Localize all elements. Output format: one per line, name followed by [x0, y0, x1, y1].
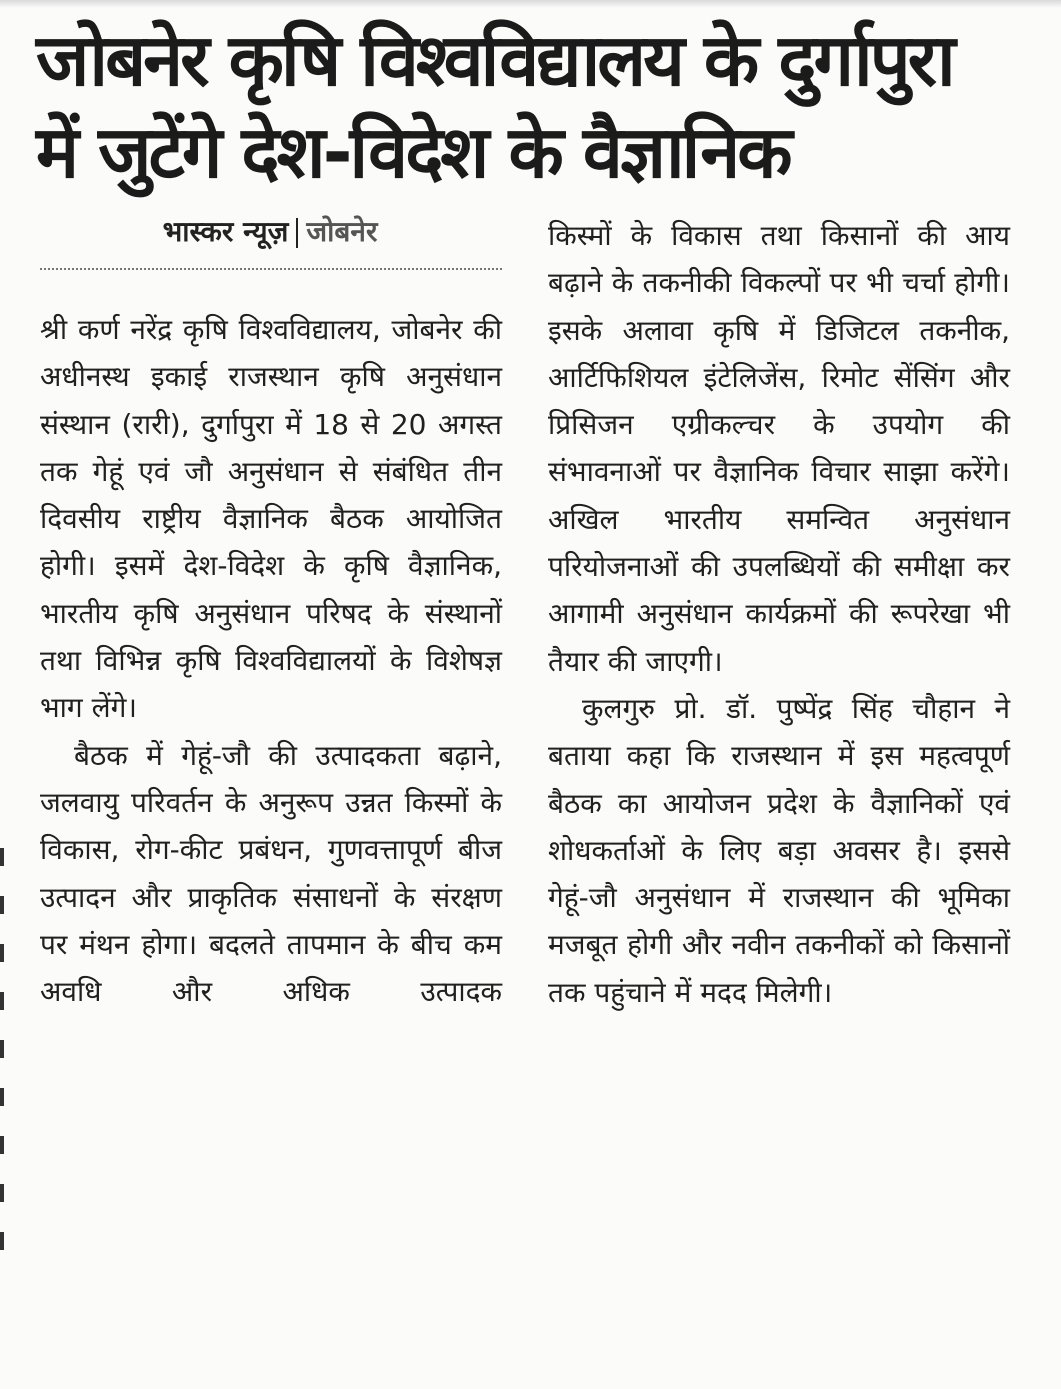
byline-divider — [40, 268, 502, 270]
clipping-top-edge — [0, 0, 1061, 8]
paragraph-left-1: श्री कर्ण नरेंद्र कृषि विश्वविद्यालय, जोबनेर की अधीनस्थ इकाई राजस्थान कृषि अनुसंधान संस्थान (रारी), दुर्गापुरा में 18 से 20 अगस्त तक गेहूं एवं जौ अनुसंधान से संबंधित तीन दिवसीय राष्ट्रीय वैज्ञानिक बैठक आयोजित होगी। इसमें देश-विदेश के कृषि वैज्ञानिक, भारतीय कृषि अनुसंधान परिषद के संस्थानों तथा विभिन्न कृषि विश्वविद्यालयों के विशेषज्ञ भाग लेंगे। — [40, 313, 502, 725]
headline-line-1: जोबनेर कृषि विश्वविद्यालय के दुर्गापुरा — [36, 18, 953, 102]
paragraph-right-1: किस्मों के विकास तथा किसानों की आय बढ़ाने के तकनीकी विकल्पों पर भी चर्चा होगी। इसके अलावा कृषि में डिजिटल तकनीक, आर्टिफिशियल इंटेलिजेंस, रिमोट सेंसिंग और प्रिसिजन एग्रीकल्चर के उपयोग की संभावनाओं पर वैज्ञानिक विचार साझा करेंगे। अखिल भारतीय समन्वित अनुसंधान परियोजनाओं की उपलब्धियों की समीक्षा कर आगामी अनुसंधान कार्यक्रमों की रूपरेखा भी तैयार की जाएगी। — [548, 219, 1010, 678]
paragraph-right-2: कुलगुरु प्रो. डॉ. पुष्पेंद्र सिंह चौहान ने बताया कहा कि राजस्थान में इस महत्वपूर्ण बैठक का आयोजन प्रदेश के वैज्ञानिकों एवं शोधकर्ताओं के लिए बड़ा अवसर है। इससे गेहूं-जौ अनुसंधान में राजस्थान की भूमिका मजबूत होगी और नवीन तकनीकों को किसानों तक पहुंचाने में मदद मिलेगी। — [548, 691, 1010, 1009]
article-headline — [36, 14, 1036, 198]
headline-line-2: में जुटेंगे देश-विदेश के वैज्ञानिक — [36, 110, 790, 194]
article-column-left — [40, 306, 502, 1015]
byline-source: भास्कर न्यूज़ — [162, 215, 289, 248]
paragraph-left-2: बैठक में गेहूं-जौ की उत्पादकता बढ़ाने, जलवायु परिवर्तन के अनुरूप उन्नत किस्मों के विकास, रोग-कीट प्रबंधन, गुणवत्तापूर्ण बीज उत्पादन और प्राकृतिक संसाधनों के संरक्षण पर मंथन होगा। बदलते तापमान के बीच कम अवधि और अधिक उत्पादक — [40, 738, 502, 1009]
byline — [40, 212, 500, 252]
article-column-right — [548, 212, 1010, 1016]
adjacent-column-edge — [0, 848, 6, 1288]
byline-separator — [296, 218, 298, 248]
byline-place: जोबनेर — [306, 215, 378, 248]
